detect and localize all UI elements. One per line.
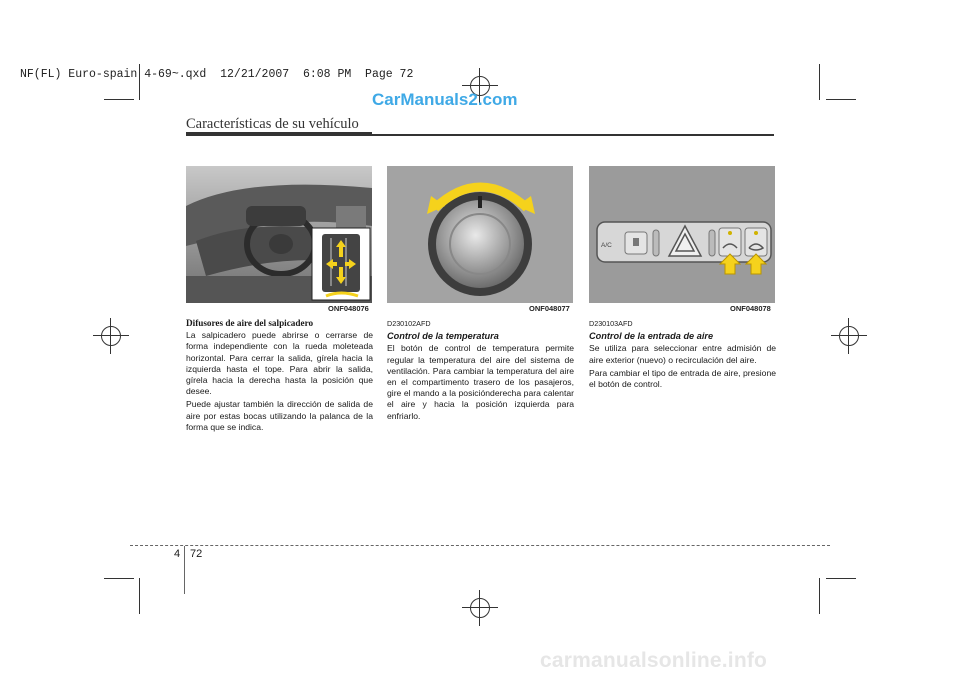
title-bar [186, 132, 372, 136]
section-code: D230102AFD [387, 319, 431, 328]
figure-dashboard-vents [186, 166, 372, 303]
page-number: 72 [190, 548, 203, 560]
section-title: Características de su vehículo [186, 116, 359, 132]
column-paragraph: La salpicadero puede abrirse o cerrarse de forma independiente con la rueda moleteada horizontal. Para cerrar la salida, gírela hacia la izquierda hasta el tope. Para abrir la salida, gírela hacia la derecha hasta la posición que desee. [186, 330, 373, 397]
crop-mark [819, 578, 820, 614]
crop-mark [826, 99, 856, 100]
crop-mark [826, 578, 856, 579]
figure-code: ONF048076 [328, 304, 369, 313]
title-rule [372, 134, 774, 136]
section-code: D230103AFD [589, 319, 633, 328]
panel-illustration [589, 166, 775, 303]
column-paragraph: Para cambiar el tipo de entrada de aire, presione el botón de control. [589, 367, 776, 390]
figure-code: ONF048078 [730, 304, 771, 313]
footer-dashed-rule [130, 545, 830, 546]
registration-mark [831, 318, 867, 354]
print-header: NF(FL) Euro-spain 4-69~.qxd 12/21/2007 6:08 PM Page 72 [20, 68, 414, 81]
ac-button-label: A/C [601, 242, 612, 249]
text-column-vents [186, 318, 373, 435]
column-paragraph: Se utiliza para seleccionar entre admisión de aire exterior (nuevo) o recirculación del aire. [589, 343, 776, 365]
crop-mark [139, 578, 140, 614]
column-paragraph: Puede ajustar también la dirección de salida de aire por estas bocas utilizando la palanca de la forma que se indica. [186, 399, 373, 432]
figure-code: ONF048077 [529, 304, 570, 313]
chapter-number: 4 [174, 548, 181, 560]
crop-mark [104, 578, 134, 579]
figure-temperature-knob [387, 166, 573, 303]
crop-mark [819, 64, 820, 100]
registration-mark [462, 590, 498, 626]
figure-air-intake-panel [589, 166, 775, 303]
text-column-temperature [387, 318, 574, 424]
registration-mark [93, 318, 129, 354]
column-heading: Difusores de aire del salpicadero [186, 318, 314, 328]
footer-site-link[interactable]: carmanualsonline.info [540, 649, 768, 672]
knob-illustration [387, 166, 573, 303]
column-heading: Control de la entrada de aire [589, 331, 714, 342]
column-paragraph: El botón de control de temperatura permite regular la temperatura del aire del sistema de ventilación. Para cambiar la temperatura del aire en el compartimento trasero de los pasajeros, gire el mando a la posiciónderecha para calentar el aire y hacia la posición izquierda para enfriarlo. [387, 343, 574, 421]
text-column-air-intake [589, 318, 776, 392]
dashboard-illustration [186, 166, 372, 303]
watermark-link[interactable]: CarManuals2.com [372, 90, 518, 109]
column-heading: Control de la temperatura [387, 331, 499, 342]
crop-mark [104, 99, 134, 100]
page-number-divider [184, 546, 185, 594]
